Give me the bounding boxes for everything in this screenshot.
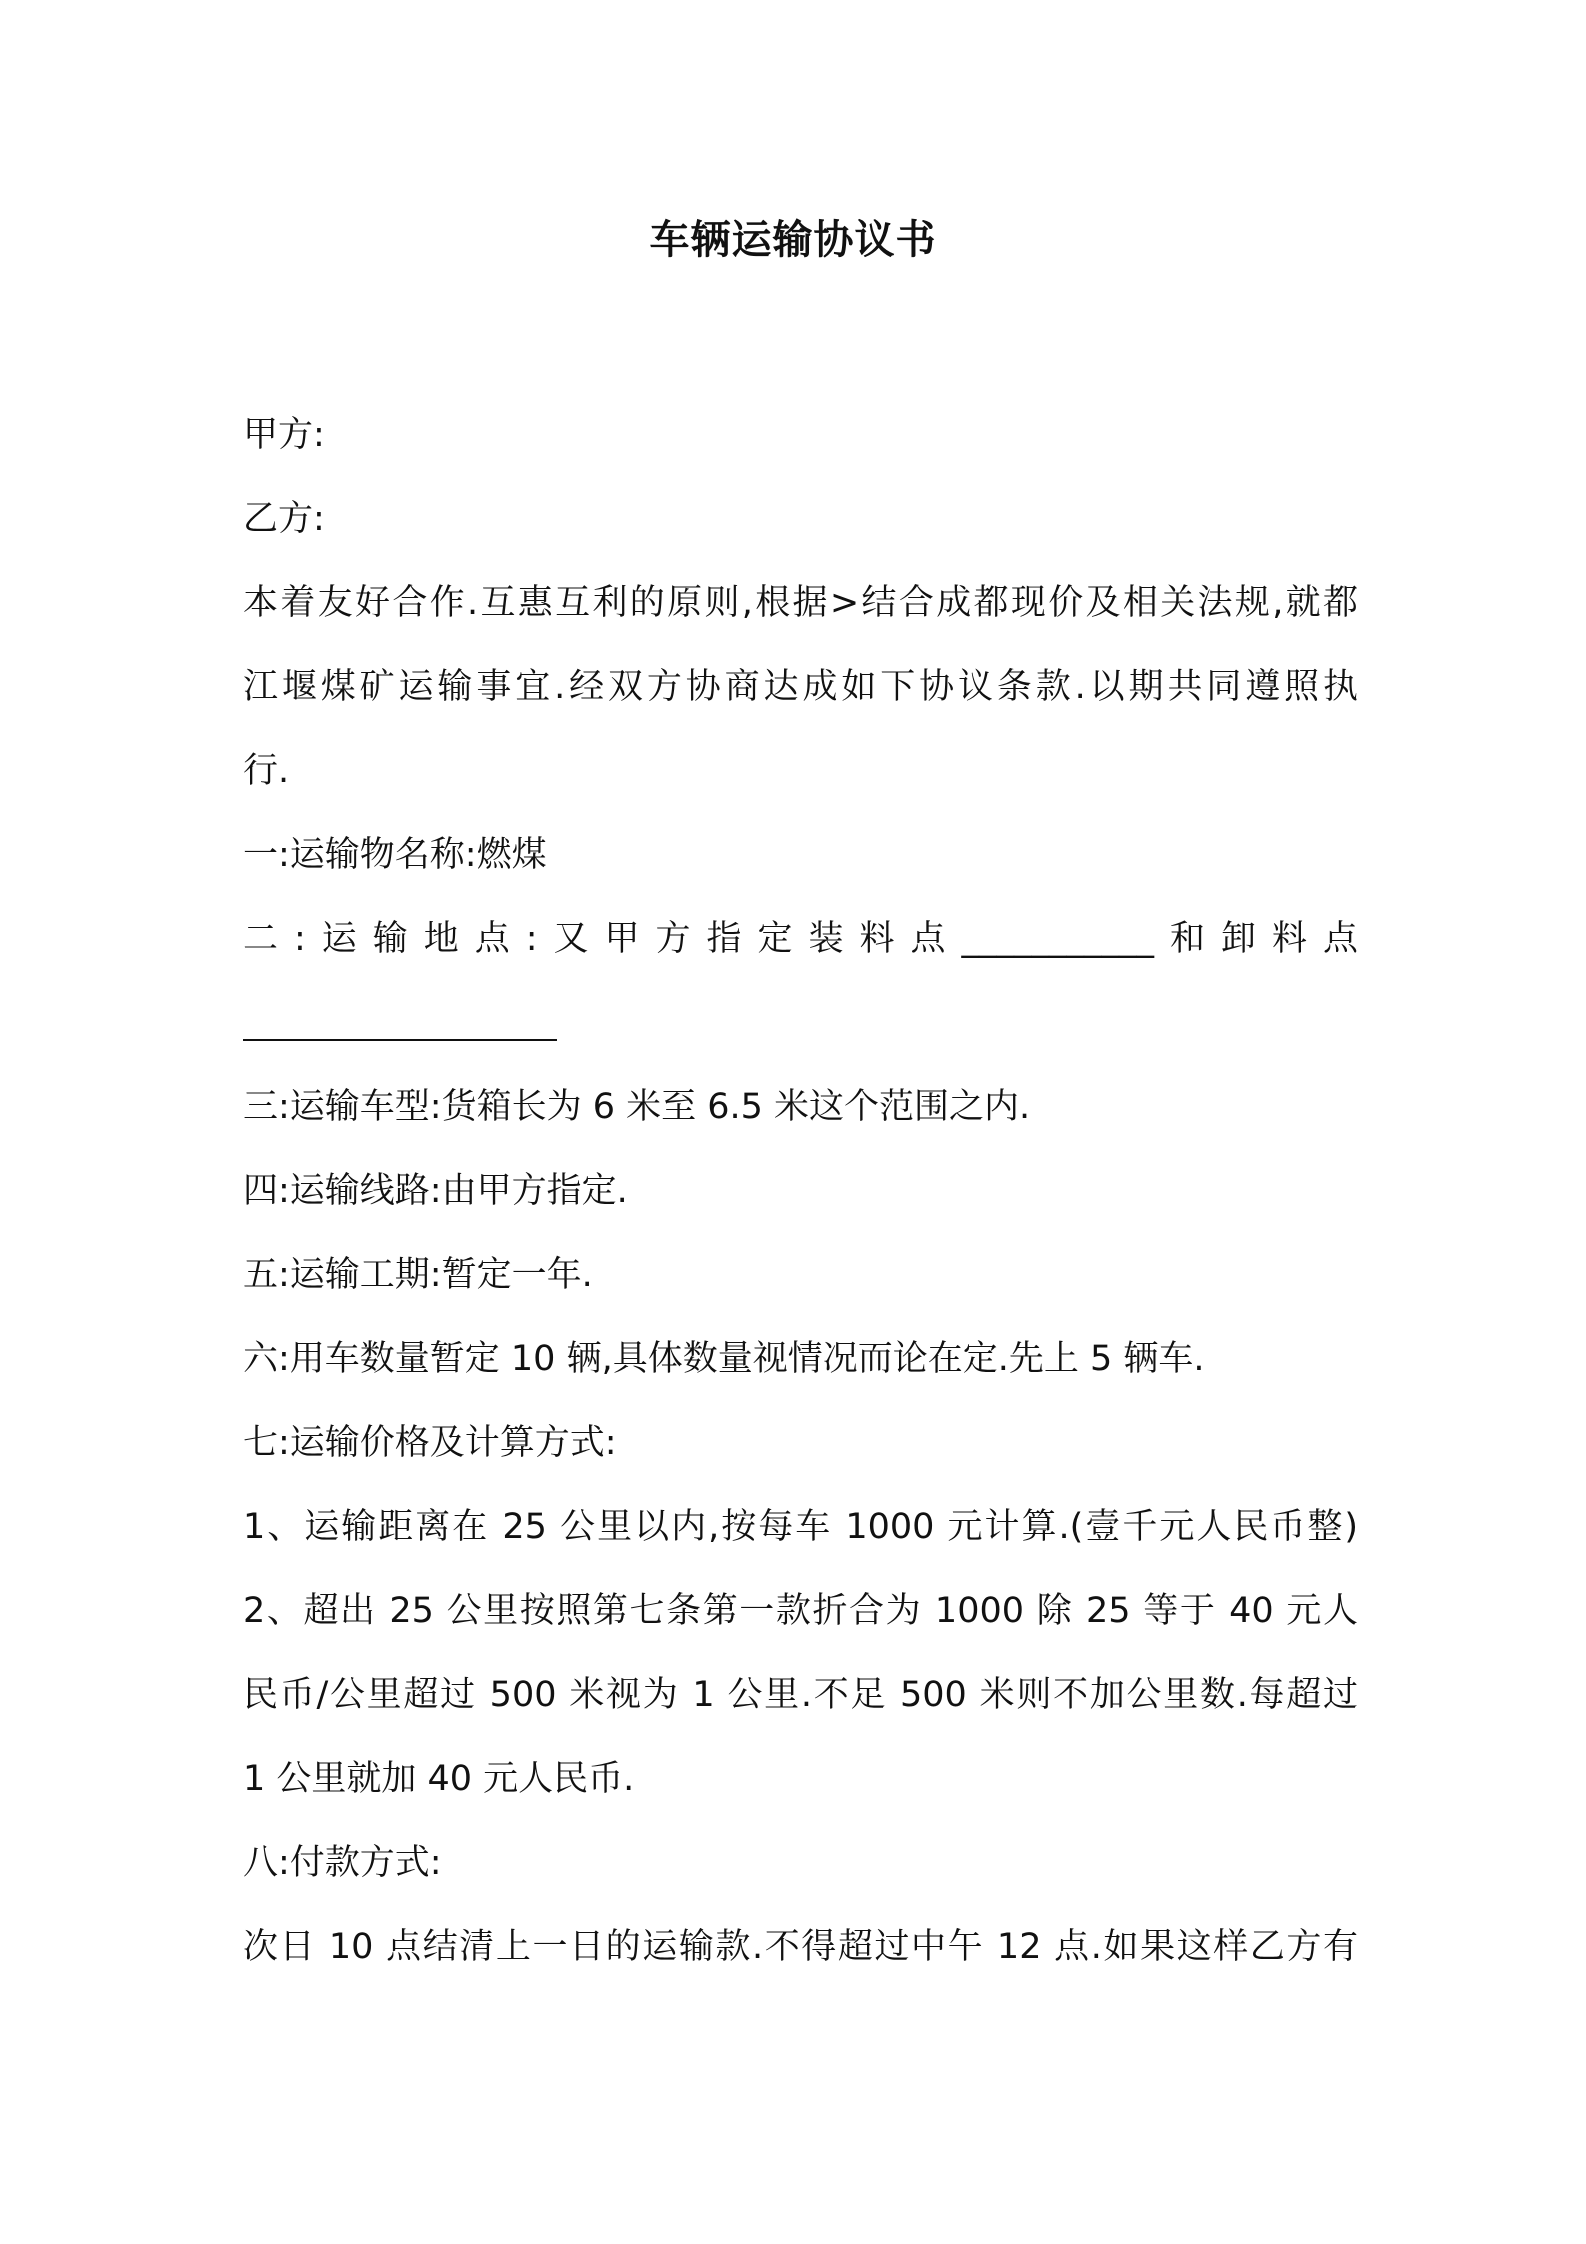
party-a-line: 甲方:	[243, 415, 325, 455]
clause-7-item-2-line-3: 1 公里就加 40 元人民币.	[243, 1759, 635, 1799]
clause-3-line: 三:运输车型:货箱长为 6 米至 6.5 米这个范围之内.	[243, 1087, 1031, 1127]
clause-7-heading: 七:运输价格及计算方式:	[243, 1423, 617, 1463]
clause-8-heading: 八:付款方式:	[243, 1843, 442, 1883]
preamble-line-2: 江堰煤矿运输事宜.经双方协商达成如下协议条款.以期共同遵照执	[243, 667, 1358, 707]
clause-2-line: 二:运输地点:又甲方指定装料点___________和卸料点	[243, 919, 1358, 959]
document-title: 车辆运输协议书	[649, 217, 937, 263]
party-b-line: 乙方:	[243, 499, 325, 539]
clause-6-line: 六:用车数量暂定 10 辆,具体数量视情况而论在定.先上 5 辆车.	[243, 1339, 1205, 1379]
clause-7-item-2-line-2: 民币/公里超过 500 米视为 1 公里.不足 500 米则不加公里数.每超过	[243, 1675, 1358, 1715]
clause-7-item-2-line-1: 2、超出 25 公里按照第七条第一款折合为 1000 除 25 等于 40 元人	[243, 1591, 1358, 1631]
clause-4-line: 四:运输线路:由甲方指定.	[243, 1171, 628, 1211]
preamble-line-3: 行.	[243, 751, 290, 791]
blank-underline	[243, 1039, 557, 1041]
clause-1-line: 一:运输物名称:燃煤	[243, 835, 547, 875]
clause-5-line: 五:运输工期:暂定一年.	[243, 1255, 593, 1295]
clause-7-item-1: 1、运输距离在 25 公里以内,按每车 1000 元计算.(壹千元人民币整)	[243, 1507, 1358, 1547]
clause-8-line-1: 次日 10 点结清上一日的运输款.不得超过中午 12 点.如果这样乙方有	[243, 1927, 1358, 1967]
preamble-line-1: 本着友好合作.互惠互利的原则,根据>结合成都现价及相关法规,就都	[243, 583, 1358, 623]
